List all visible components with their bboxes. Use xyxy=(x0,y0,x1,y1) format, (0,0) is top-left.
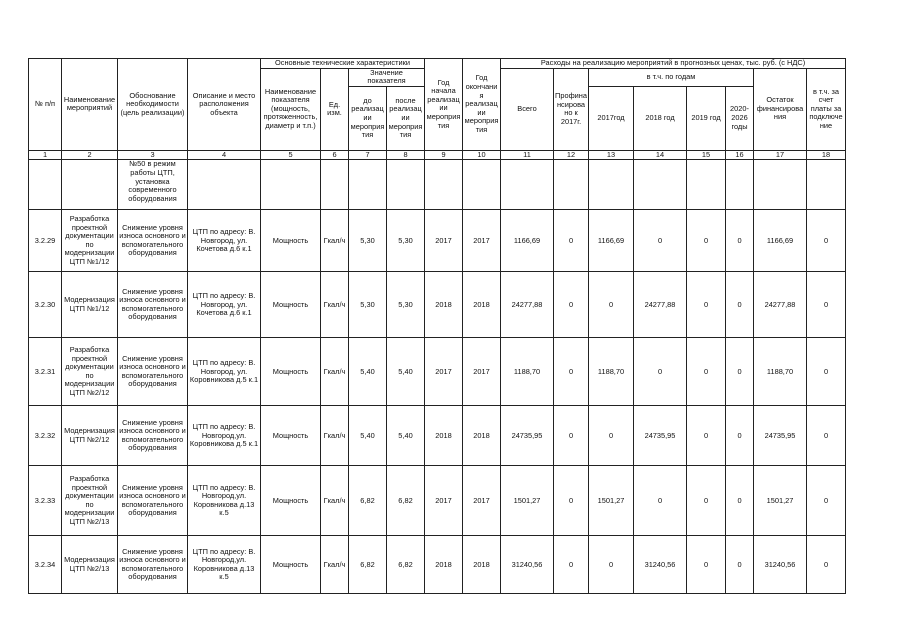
column-number: 13 xyxy=(589,150,634,160)
table-cell xyxy=(463,160,501,210)
row-num: 3.2.31 xyxy=(29,338,62,406)
row-location: ЦТП по адресу: В. Новгород, ул. Коровникова д.5 к.1 xyxy=(188,338,261,406)
row-prefinanced: 0 xyxy=(554,272,589,338)
investment-program-table-sheet xyxy=(28,58,846,594)
table-cell xyxy=(687,160,726,210)
table-cell xyxy=(807,160,846,210)
row-remainder: 1501,27 xyxy=(754,466,807,536)
header-2017: 2017год xyxy=(589,86,634,150)
header-costs-group: Расходы на реализацию мероприятий в прогнозных ценах, тыс. руб. (с НДС) xyxy=(501,59,846,69)
row-2020-2026: 0 xyxy=(726,210,754,272)
row-name: Разработка проектной документации по модернизации ЦТП №2/12 xyxy=(62,338,118,406)
row-year-end: 2018 xyxy=(463,272,501,338)
row-basis: Снижение уровня износа основного и вспомогательного оборудования xyxy=(118,466,188,536)
row-2019: 0 xyxy=(687,536,726,594)
row-num: 3.2.32 xyxy=(29,406,62,466)
row-connection-fee: 0 xyxy=(807,272,846,338)
row-2018: 31240,56 xyxy=(634,536,687,594)
table-body xyxy=(29,160,846,594)
row-basis: Снижение уровня износа основного и вспомогательного оборудования xyxy=(118,210,188,272)
column-number: 15 xyxy=(687,150,726,160)
table-cell xyxy=(349,160,387,210)
row-after: 6,82 xyxy=(387,466,425,536)
row-after: 5,30 xyxy=(387,210,425,272)
row-2020-2026: 0 xyxy=(726,406,754,466)
row-2018: 24735,95 xyxy=(634,406,687,466)
row-before: 5,30 xyxy=(349,210,387,272)
column-number: 12 xyxy=(554,150,589,160)
row-name: Модернизация ЦТП №2/12 xyxy=(62,406,118,466)
row-year-end: 2017 xyxy=(463,466,501,536)
row-connection-fee: 0 xyxy=(807,406,846,466)
row-connection-fee: 0 xyxy=(807,536,846,594)
column-number: 17 xyxy=(754,150,807,160)
column-number: 16 xyxy=(726,150,754,160)
table-cell xyxy=(321,160,349,210)
table-cell xyxy=(589,160,634,210)
row-total: 1501,27 xyxy=(501,466,554,536)
row-location: ЦТП по адресу: В. Новгород,ул. Коровникова д.13 к.5 xyxy=(188,466,261,536)
table-cell xyxy=(62,160,118,210)
header-unit: Ед. изм. xyxy=(321,68,349,150)
table-cell xyxy=(29,160,62,210)
column-number: 7 xyxy=(349,150,387,160)
column-number: 18 xyxy=(807,150,846,160)
row-year-end: 2018 xyxy=(463,536,501,594)
row-year-end: 2017 xyxy=(463,210,501,272)
header-basis: Обоснование необходимости (цель реализации) xyxy=(118,59,188,151)
table-row xyxy=(29,272,846,338)
table-row xyxy=(29,210,846,272)
row-num: 3.2.29 xyxy=(29,210,62,272)
row-remainder: 24735,95 xyxy=(754,406,807,466)
column-number: 8 xyxy=(387,150,425,160)
table-row xyxy=(29,466,846,536)
column-number: 1 xyxy=(29,150,62,160)
column-number: 9 xyxy=(425,150,463,160)
row-total: 24735,95 xyxy=(501,406,554,466)
row-name: Разработка проектной документации по модернизации ЦТП №2/13 xyxy=(62,466,118,536)
table-row xyxy=(29,536,846,594)
row-before: 6,82 xyxy=(349,536,387,594)
table-cell xyxy=(188,160,261,210)
row-2019: 0 xyxy=(687,338,726,406)
row-2019: 0 xyxy=(687,406,726,466)
row-num: 3.2.30 xyxy=(29,272,62,338)
row-total: 24277,88 xyxy=(501,272,554,338)
row-after: 5,40 xyxy=(387,406,425,466)
header-indicator: Наименование показателя (мощность, протяженность, диаметр и т.п.) xyxy=(261,68,321,150)
row-basis: Снижение уровня износа основного и вспомогательного оборудования xyxy=(118,536,188,594)
table-cell xyxy=(501,160,554,210)
row-2020-2026: 0 xyxy=(726,466,754,536)
row-before: 5,40 xyxy=(349,406,387,466)
header-connection-fee: в т.ч. за счет платы за подключение xyxy=(807,68,846,150)
column-number: 2 xyxy=(62,150,118,160)
header-year-start: Год начала реализации мероприятия xyxy=(425,59,463,151)
row-unit: Гкал/ч xyxy=(321,210,349,272)
row-after: 5,30 xyxy=(387,272,425,338)
header-2020-2026: 2020-2026 годы xyxy=(726,86,754,150)
row-2017: 0 xyxy=(589,536,634,594)
row-year-start: 2017 xyxy=(425,210,463,272)
row-indicator: Мощность xyxy=(261,272,321,338)
header-tech-group: Основные технические характеристики xyxy=(261,59,425,69)
row-2017: 1501,27 xyxy=(589,466,634,536)
row-2018: 24277,88 xyxy=(634,272,687,338)
column-number: 11 xyxy=(501,150,554,160)
continuation-row xyxy=(29,160,846,210)
row-connection-fee: 0 xyxy=(807,338,846,406)
header-2018: 2018 год xyxy=(634,86,687,150)
row-after: 6,82 xyxy=(387,536,425,594)
table-row xyxy=(29,406,846,466)
row-total: 1166,69 xyxy=(501,210,554,272)
row-unit: Гкал/ч xyxy=(321,406,349,466)
row-year-start: 2017 xyxy=(425,338,463,406)
row-2018: 0 xyxy=(634,466,687,536)
header-before: до реализации мероприятия xyxy=(349,86,387,150)
column-number: 14 xyxy=(634,150,687,160)
row-2019: 0 xyxy=(687,210,726,272)
table-cell xyxy=(754,160,807,210)
row-year-end: 2018 xyxy=(463,406,501,466)
row-remainder: 31240,56 xyxy=(754,536,807,594)
row-2017: 1166,69 xyxy=(589,210,634,272)
row-name: Разработка проектной документации по модернизации ЦТП №1/12 xyxy=(62,210,118,272)
column-number: 6 xyxy=(321,150,349,160)
row-location: ЦТП по адресу: В. Новгород, ул. Кочетова д.6 к.1 xyxy=(188,210,261,272)
column-number-row xyxy=(29,150,846,160)
row-2017: 0 xyxy=(589,406,634,466)
row-2020-2026: 0 xyxy=(726,338,754,406)
row-year-start: 2018 xyxy=(425,536,463,594)
table-cell xyxy=(261,160,321,210)
row-location: ЦТП по адресу: В. Новгород, ул. Кочетова д.6 к.1 xyxy=(188,272,261,338)
row-indicator: Мощность xyxy=(261,210,321,272)
row-prefinanced: 0 xyxy=(554,466,589,536)
column-number: 10 xyxy=(463,150,501,160)
header-total: Всего xyxy=(501,68,554,150)
row-connection-fee: 0 xyxy=(807,466,846,536)
row-2017: 1188,70 xyxy=(589,338,634,406)
row-2019: 0 xyxy=(687,272,726,338)
table-cell xyxy=(726,160,754,210)
row-year-start: 2018 xyxy=(425,272,463,338)
row-num: 3.2.33 xyxy=(29,466,62,536)
row-num: 3.2.34 xyxy=(29,536,62,594)
header-by-years: в т.ч. по годам xyxy=(589,68,754,86)
row-unit: Гкал/ч xyxy=(321,466,349,536)
row-before: 5,40 xyxy=(349,338,387,406)
row-year-start: 2018 xyxy=(425,406,463,466)
header-value-group: Значение показателя xyxy=(349,68,425,86)
measures-table xyxy=(28,58,846,594)
row-remainder: 1166,69 xyxy=(754,210,807,272)
row-unit: Гкал/ч xyxy=(321,536,349,594)
row-indicator: Мощность xyxy=(261,406,321,466)
header-location: Описание и место расположения объекта xyxy=(188,59,261,151)
header-name: Наименование мероприятий xyxy=(62,59,118,151)
column-number: 4 xyxy=(188,150,261,160)
continuation-basis: №50 в режим работы ЦТП, установка современного оборудования xyxy=(118,160,188,210)
row-prefinanced: 0 xyxy=(554,338,589,406)
row-unit: Гкал/ч xyxy=(321,272,349,338)
row-name: Модернизация ЦТП №2/13 xyxy=(62,536,118,594)
header-2019: 2019 год xyxy=(687,86,726,150)
table-row xyxy=(29,338,846,406)
row-2020-2026: 0 xyxy=(726,536,754,594)
header-num: № п/п xyxy=(29,59,62,151)
row-before: 6,82 xyxy=(349,466,387,536)
row-unit: Гкал/ч xyxy=(321,338,349,406)
row-prefinanced: 0 xyxy=(554,536,589,594)
row-2017: 0 xyxy=(589,272,634,338)
table-cell xyxy=(634,160,687,210)
row-prefinanced: 0 xyxy=(554,406,589,466)
row-connection-fee: 0 xyxy=(807,210,846,272)
row-before: 5,30 xyxy=(349,272,387,338)
row-indicator: Мощность xyxy=(261,466,321,536)
row-basis: Снижение уровня износа основного и вспомогательного оборудования xyxy=(118,406,188,466)
row-2020-2026: 0 xyxy=(726,272,754,338)
row-total: 1188,70 xyxy=(501,338,554,406)
column-number: 5 xyxy=(261,150,321,160)
row-2018: 0 xyxy=(634,338,687,406)
row-2018: 0 xyxy=(634,210,687,272)
table-header xyxy=(29,59,846,160)
row-name: Модернизация ЦТП №1/12 xyxy=(62,272,118,338)
header-prefinanced: Профинансировано к 2017г. xyxy=(554,68,589,150)
table-cell xyxy=(425,160,463,210)
row-indicator: Мощность xyxy=(261,536,321,594)
table-cell xyxy=(387,160,425,210)
row-prefinanced: 0 xyxy=(554,210,589,272)
column-number: 3 xyxy=(118,150,188,160)
header-after: после реализации мероприятия xyxy=(387,86,425,150)
row-location: ЦТП по адресу: В. Новгород,ул. Коровникова д.13 к.5 xyxy=(188,536,261,594)
row-indicator: Мощность xyxy=(261,338,321,406)
row-after: 5,40 xyxy=(387,338,425,406)
row-location: ЦТП по адресу: В. Новгород,ул. Коровникова д.5 к.1 xyxy=(188,406,261,466)
header-remainder: Остаток финансирования xyxy=(754,68,807,150)
row-year-end: 2017 xyxy=(463,338,501,406)
row-remainder: 1188,70 xyxy=(754,338,807,406)
row-basis: Снижение уровня износа основного и вспомогательного оборудования xyxy=(118,338,188,406)
row-year-start: 2017 xyxy=(425,466,463,536)
table-cell xyxy=(554,160,589,210)
row-basis: Снижение уровня износа основного и вспомогательного оборудования xyxy=(118,272,188,338)
row-remainder: 24277,88 xyxy=(754,272,807,338)
row-total: 31240,56 xyxy=(501,536,554,594)
row-2019: 0 xyxy=(687,466,726,536)
header-year-end: Год окончания реализации мероприятия xyxy=(463,59,501,151)
